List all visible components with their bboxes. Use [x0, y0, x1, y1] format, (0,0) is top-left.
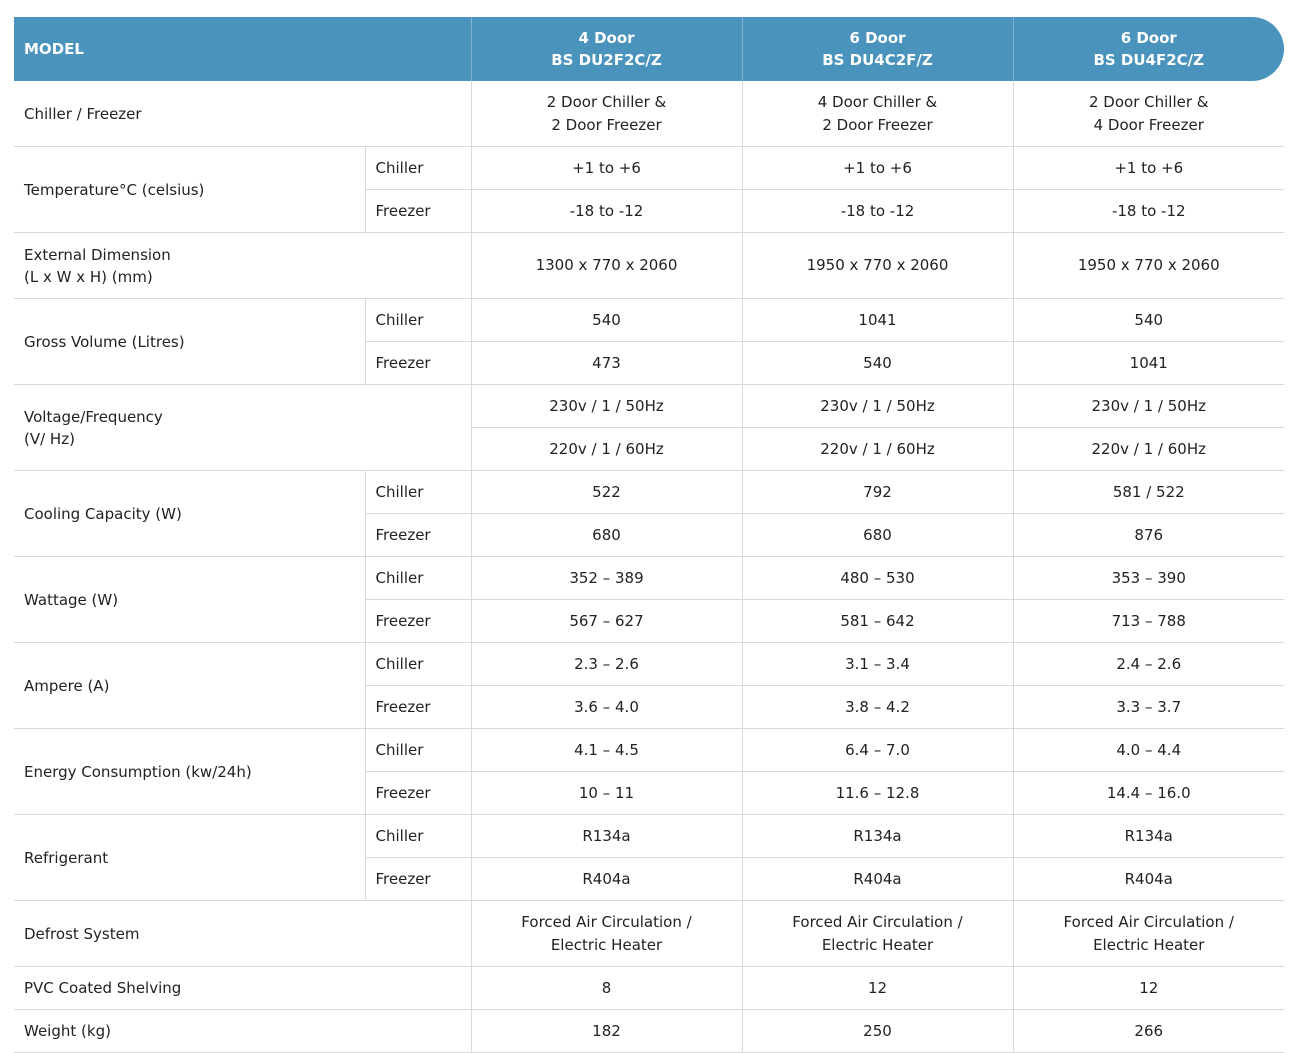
table-cell — [471, 901, 742, 967]
row-label-wattage: Wattage (W) — [14, 557, 365, 643]
table-cell: 522 — [471, 471, 742, 514]
table-cell: R404a — [742, 858, 1013, 901]
table-cell: 230v / 1 / 50Hz — [1013, 385, 1284, 428]
table-row — [14, 147, 1284, 190]
table-row — [14, 901, 1284, 967]
table-cell: 12 — [742, 967, 1013, 1010]
table-cell: 581 / 522 — [1013, 471, 1284, 514]
model-header-1 — [471, 17, 742, 81]
row-label-chiller-freezer: Chiller / Freezer — [14, 81, 471, 147]
table-cell: 540 — [1013, 299, 1284, 342]
model-doors: 4 Door — [578, 29, 635, 47]
cell-line: Electric Heater — [550, 935, 663, 954]
table-cell: 230v / 1 / 50Hz — [471, 385, 742, 428]
table-cell: +1 to +6 — [1013, 147, 1284, 190]
model-doors: 6 Door — [1120, 29, 1177, 47]
table-cell: 2.4 – 2.6 — [1013, 643, 1284, 686]
table-cell: 10 – 11 — [471, 772, 742, 815]
table-cell: 8 — [471, 967, 742, 1010]
cell-line: Electric Heater — [1093, 935, 1205, 954]
sub-label-freezer: Freezer — [365, 686, 471, 729]
table-cell: 581 – 642 — [742, 600, 1013, 643]
table-row — [14, 643, 1284, 686]
table-cell: 876 — [1013, 514, 1284, 557]
sub-label-freezer: Freezer — [365, 342, 471, 385]
table-cell — [471, 81, 742, 147]
table-cell: 352 – 389 — [471, 557, 742, 600]
table-cell: 540 — [742, 342, 1013, 385]
table-cell: 680 — [742, 514, 1013, 557]
table-cell: 250 — [742, 1010, 1013, 1053]
table-cell: R134a — [742, 815, 1013, 858]
row-label-ampere: Ampere (A) — [14, 643, 365, 729]
row-label-defrost: Defrost System — [14, 901, 471, 967]
sub-label-freezer: Freezer — [365, 514, 471, 557]
sub-label-chiller: Chiller — [365, 147, 471, 190]
table-cell: 3.1 – 3.4 — [742, 643, 1013, 686]
model-doors: 6 Door — [849, 29, 906, 47]
table-cell: 14.4 – 16.0 — [1013, 772, 1284, 815]
table-cell: 680 — [471, 514, 742, 557]
table-cell: 1041 — [1013, 342, 1284, 385]
cell-line: 2 Door Freezer — [822, 115, 933, 134]
table-cell: 220v / 1 / 60Hz — [471, 428, 742, 471]
header-row — [14, 17, 1284, 81]
table-cell: 4.0 – 4.4 — [1013, 729, 1284, 772]
sub-label-chiller: Chiller — [365, 471, 471, 514]
table-cell: 230v / 1 / 50Hz — [742, 385, 1013, 428]
table-cell: +1 to +6 — [471, 147, 742, 190]
cell-line: 4 Door Chiller & — [817, 92, 938, 111]
cell-line: Electric Heater — [821, 935, 934, 954]
table-cell: 3.8 – 4.2 — [742, 686, 1013, 729]
table-cell: 353 – 390 — [1013, 557, 1284, 600]
table-cell — [1013, 901, 1284, 967]
table-cell: 792 — [742, 471, 1013, 514]
sub-label-chiller: Chiller — [365, 299, 471, 342]
table-cell: 1041 — [742, 299, 1013, 342]
table-cell: 713 – 788 — [1013, 600, 1284, 643]
sub-label-freezer: Freezer — [365, 190, 471, 233]
table-cell: 473 — [471, 342, 742, 385]
table-row — [14, 385, 1284, 428]
table-row — [14, 471, 1284, 514]
table-row — [14, 299, 1284, 342]
table-cell: R134a — [471, 815, 742, 858]
row-label-cooling-capacity: Cooling Capacity (W) — [14, 471, 365, 557]
table-cell: 1950 x 770 x 2060 — [1013, 233, 1284, 299]
table-cell: 11.6 – 12.8 — [742, 772, 1013, 815]
table-cell: -18 to -12 — [471, 190, 742, 233]
table-row — [14, 233, 1284, 299]
row-label-weight: Weight (kg) — [14, 1010, 471, 1053]
model-header: MODEL — [14, 17, 471, 81]
table-row — [14, 729, 1284, 772]
model-header-2 — [742, 17, 1013, 81]
table-cell: 220v / 1 / 60Hz — [1013, 428, 1284, 471]
cell-line: Forced Air Circulation / — [792, 912, 963, 931]
model-code: BS DU4C2F/Z — [822, 51, 933, 69]
cell-line: 2 Door Chiller & — [1089, 92, 1209, 111]
sub-label-chiller: Chiller — [365, 729, 471, 772]
table-cell: -18 to -12 — [742, 190, 1013, 233]
table-row — [14, 557, 1284, 600]
cell-line: 4 Door Freezer — [1093, 115, 1204, 134]
table-cell: 480 – 530 — [742, 557, 1013, 600]
table-cell: 266 — [1013, 1010, 1284, 1053]
table-cell: 1300 x 770 x 2060 — [471, 233, 742, 299]
model-code: BS DU4F2C/Z — [1093, 51, 1205, 69]
label-line: Voltage/Frequency — [24, 407, 163, 426]
model-code: BS DU2F2C/Z — [551, 51, 662, 69]
sub-label-chiller: Chiller — [365, 643, 471, 686]
table-cell: R134a — [1013, 815, 1284, 858]
table-cell: 12 — [1013, 967, 1284, 1010]
table-cell: 567 – 627 — [471, 600, 742, 643]
cell-line: Forced Air Circulation / — [521, 912, 692, 931]
table-cell — [1013, 81, 1284, 147]
table-cell: 182 — [471, 1010, 742, 1053]
table-cell — [742, 901, 1013, 967]
row-label-temperature: Temperature°C (celsius) — [14, 147, 365, 233]
row-label-refrigerant: Refrigerant — [14, 815, 365, 901]
table-cell: 220v / 1 / 60Hz — [742, 428, 1013, 471]
table-cell — [742, 81, 1013, 147]
table-cell: 2.3 – 2.6 — [471, 643, 742, 686]
sub-label-freezer: Freezer — [365, 772, 471, 815]
label-line: (L x W x H) (mm) — [24, 267, 153, 286]
table-row — [14, 967, 1284, 1010]
table-row — [14, 1010, 1284, 1053]
table-cell: 3.6 – 4.0 — [471, 686, 742, 729]
table-row — [14, 81, 1284, 147]
model-header-3 — [1013, 17, 1284, 81]
table-cell: -18 to -12 — [1013, 190, 1284, 233]
row-label-voltage — [14, 385, 471, 471]
table-cell: R404a — [471, 858, 742, 901]
table-cell: R404a — [1013, 858, 1284, 901]
sub-label-chiller: Chiller — [365, 815, 471, 858]
row-label-gross-volume: Gross Volume (Litres) — [14, 299, 365, 385]
row-label-shelving: PVC Coated Shelving — [14, 967, 471, 1010]
label-line: (V/ Hz) — [24, 429, 75, 448]
cell-line: 2 Door Chiller & — [546, 92, 667, 111]
table-cell: 540 — [471, 299, 742, 342]
table-cell: 4.1 – 4.5 — [471, 729, 742, 772]
spec-table — [14, 17, 1284, 1053]
row-label-external-dimension — [14, 233, 471, 299]
table-cell: 1950 x 770 x 2060 — [742, 233, 1013, 299]
sub-label-chiller: Chiller — [365, 557, 471, 600]
sub-label-freezer: Freezer — [365, 600, 471, 643]
table-cell: 6.4 – 7.0 — [742, 729, 1013, 772]
table-row — [14, 815, 1284, 858]
sub-label-freezer: Freezer — [365, 858, 471, 901]
row-label-energy: Energy Consumption (kw/24h) — [14, 729, 365, 815]
table-cell: 3.3 – 3.7 — [1013, 686, 1284, 729]
cell-line: 2 Door Freezer — [551, 115, 662, 134]
table-cell: +1 to +6 — [742, 147, 1013, 190]
label-line: External Dimension — [24, 245, 171, 264]
cell-line: Forced Air Circulation / — [1063, 912, 1234, 931]
